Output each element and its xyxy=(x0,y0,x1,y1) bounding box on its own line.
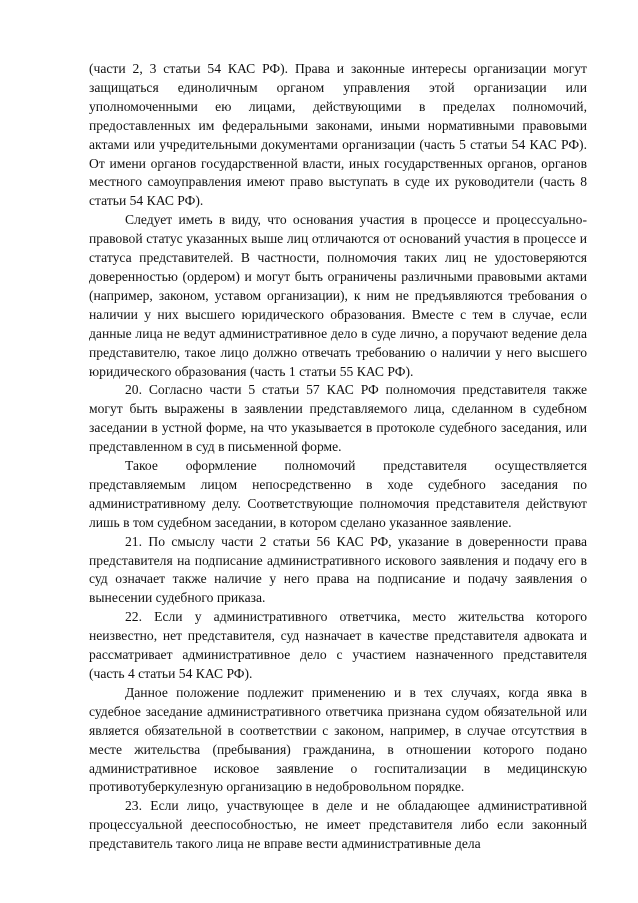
paragraph-continuation: (части 2, 3 статьи 54 КАС РФ). Права и законные интересы организации могут защищаться единоличным органом управления этой организации или уполномоченными ею лицами, действующими в пределах полномочий, предоставленных им федеральными законами, иными нормативными правовыми актами или учредительными документами организации (часть 5 статьи 54 КАС РФ). От имени органов государственной власти, иных государственных органов, органов местного самоуправления имеют право выступать в суде их руководители (часть 8 статьи 54 КАС РФ). xyxy=(89,61,587,209)
paragraph-20: 20. Согласно части 5 статьи 57 КАС РФ полномочия представителя также могут быть выражены в заявлении представляемого лица, сделанном в судебном заседании в устной форме, на что указывается в протоколе судебного заседания, или представленном в суд в письменной форме. xyxy=(89,382,587,455)
paragraph-21: 21. По смыслу части 2 статьи 56 КАС РФ, указание в доверенности права представителя на подписание административного искового заявления и подачу его в суд означает также наличие у него права на подписание и подачу заявления о вынесении судебного приказа. xyxy=(89,533,587,606)
paragraph-22: 22. Если у административного ответчика, место жительства которого неизвестно, нет представителя, суд назначает в качестве представителя адвоката и рассматривает административное дело с участием назначенного представителя (часть 4 статьи 54 КАС РФ). xyxy=(89,609,587,681)
paragraph-status-note: Следует иметь в виду, что основания участия в процессе и процессуально-правовой статус указанных выше лиц отличаются от оснований участия в процессе и статуса представителей. В частности, полномочия таких лиц не удостоверяются доверенностью (ордером) и могут быть ограничены различными правовыми актами (например, законом, уставом организации), к ним не предъявляются требования о наличии у них высшего юридического образования. Вместе с тем в случае, если данные лица не ведут административное дело в суде лично, а поручают ведение дела представителю, такое лицо должно отвечать требованию о наличии у него высшего юридического образования (часть 1 статьи 55 КАС РФ). xyxy=(89,212,587,379)
document-page xyxy=(89,60,587,854)
paragraph-23: 23. Если лицо, участвующее в деле и не обладающее административной процессуальной дееспособностью, не имеет представителя либо если законный представитель такого лица не вправе вести административные дела xyxy=(89,798,587,852)
paragraph-22-continuation: Данное положение подлежит применению и в тех случаях, когда явка в судебное заседание административного ответчика признана судом обязательной или является обязательной в соответствии с законом, например, в случае отсутствия в месте жительства (пребывания) гражданина, в отношении которого подано административное исковое заявление о госпитализации в медицинскую противотуберкулезную организацию в недобровольном порядке. xyxy=(89,684,587,795)
paragraph-20-continuation: Такое оформление полномочий представителя осуществляется представляемым лицом непосредственно в ходе судебного заседания по административному делу. Соответствующие полномочия представителя действуют лишь в том судебном заседании, в котором сделано указанное заявление. xyxy=(89,458,587,530)
